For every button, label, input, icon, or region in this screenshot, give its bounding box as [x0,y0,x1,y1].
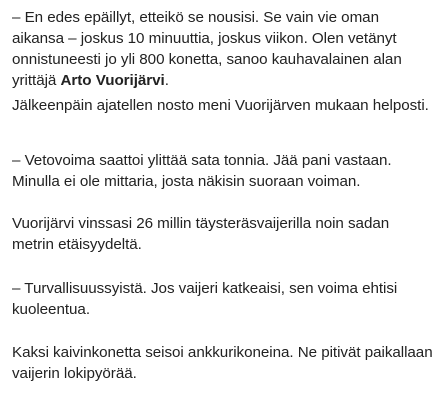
article-paragraph-5: – Turvallisuussyistä. Jos vaijeri katkeaisi, sen voima ehtisi kuoleentua. [12,280,398,318]
article-paragraph-1 [12,7,435,91]
article-paragraph-6: Kaksi kaivinkonetta seisoi ankkurikoneina. Ne pitivät paikallaan vaijerin lokipyörää. [12,344,433,382]
paragraph-1-tail: . [164,72,169,89]
person-name: Arto Vuorijärvi [60,72,165,89]
article-paragraph-4: Vuorijärvi vinssasi 26 millin täysteräsvaijerilla noin sadan metrin etäisyydeltä. [12,215,390,253]
article-paragraph-3: – Vetovoima saattoi ylittää sata tonnia. Jää pani vastaan. Minulla ei ole mittaria, josta näkisin suoraan voiman. [12,152,392,190]
paragraph-1-text: – En edes epäillyt, etteikö se nousisi. Se vain vie oman aikansa – joskus 10 minuuttia, joskus viikon. Olen vetänyt onnistuneesti jo yli 800 konetta, sanoo kauhavalainen alan yrittäjä [12,9,402,89]
article-paragraph-2: Jälkeenpäin ajatellen nosto meni Vuorijärven mukaan helposti. [12,97,429,114]
